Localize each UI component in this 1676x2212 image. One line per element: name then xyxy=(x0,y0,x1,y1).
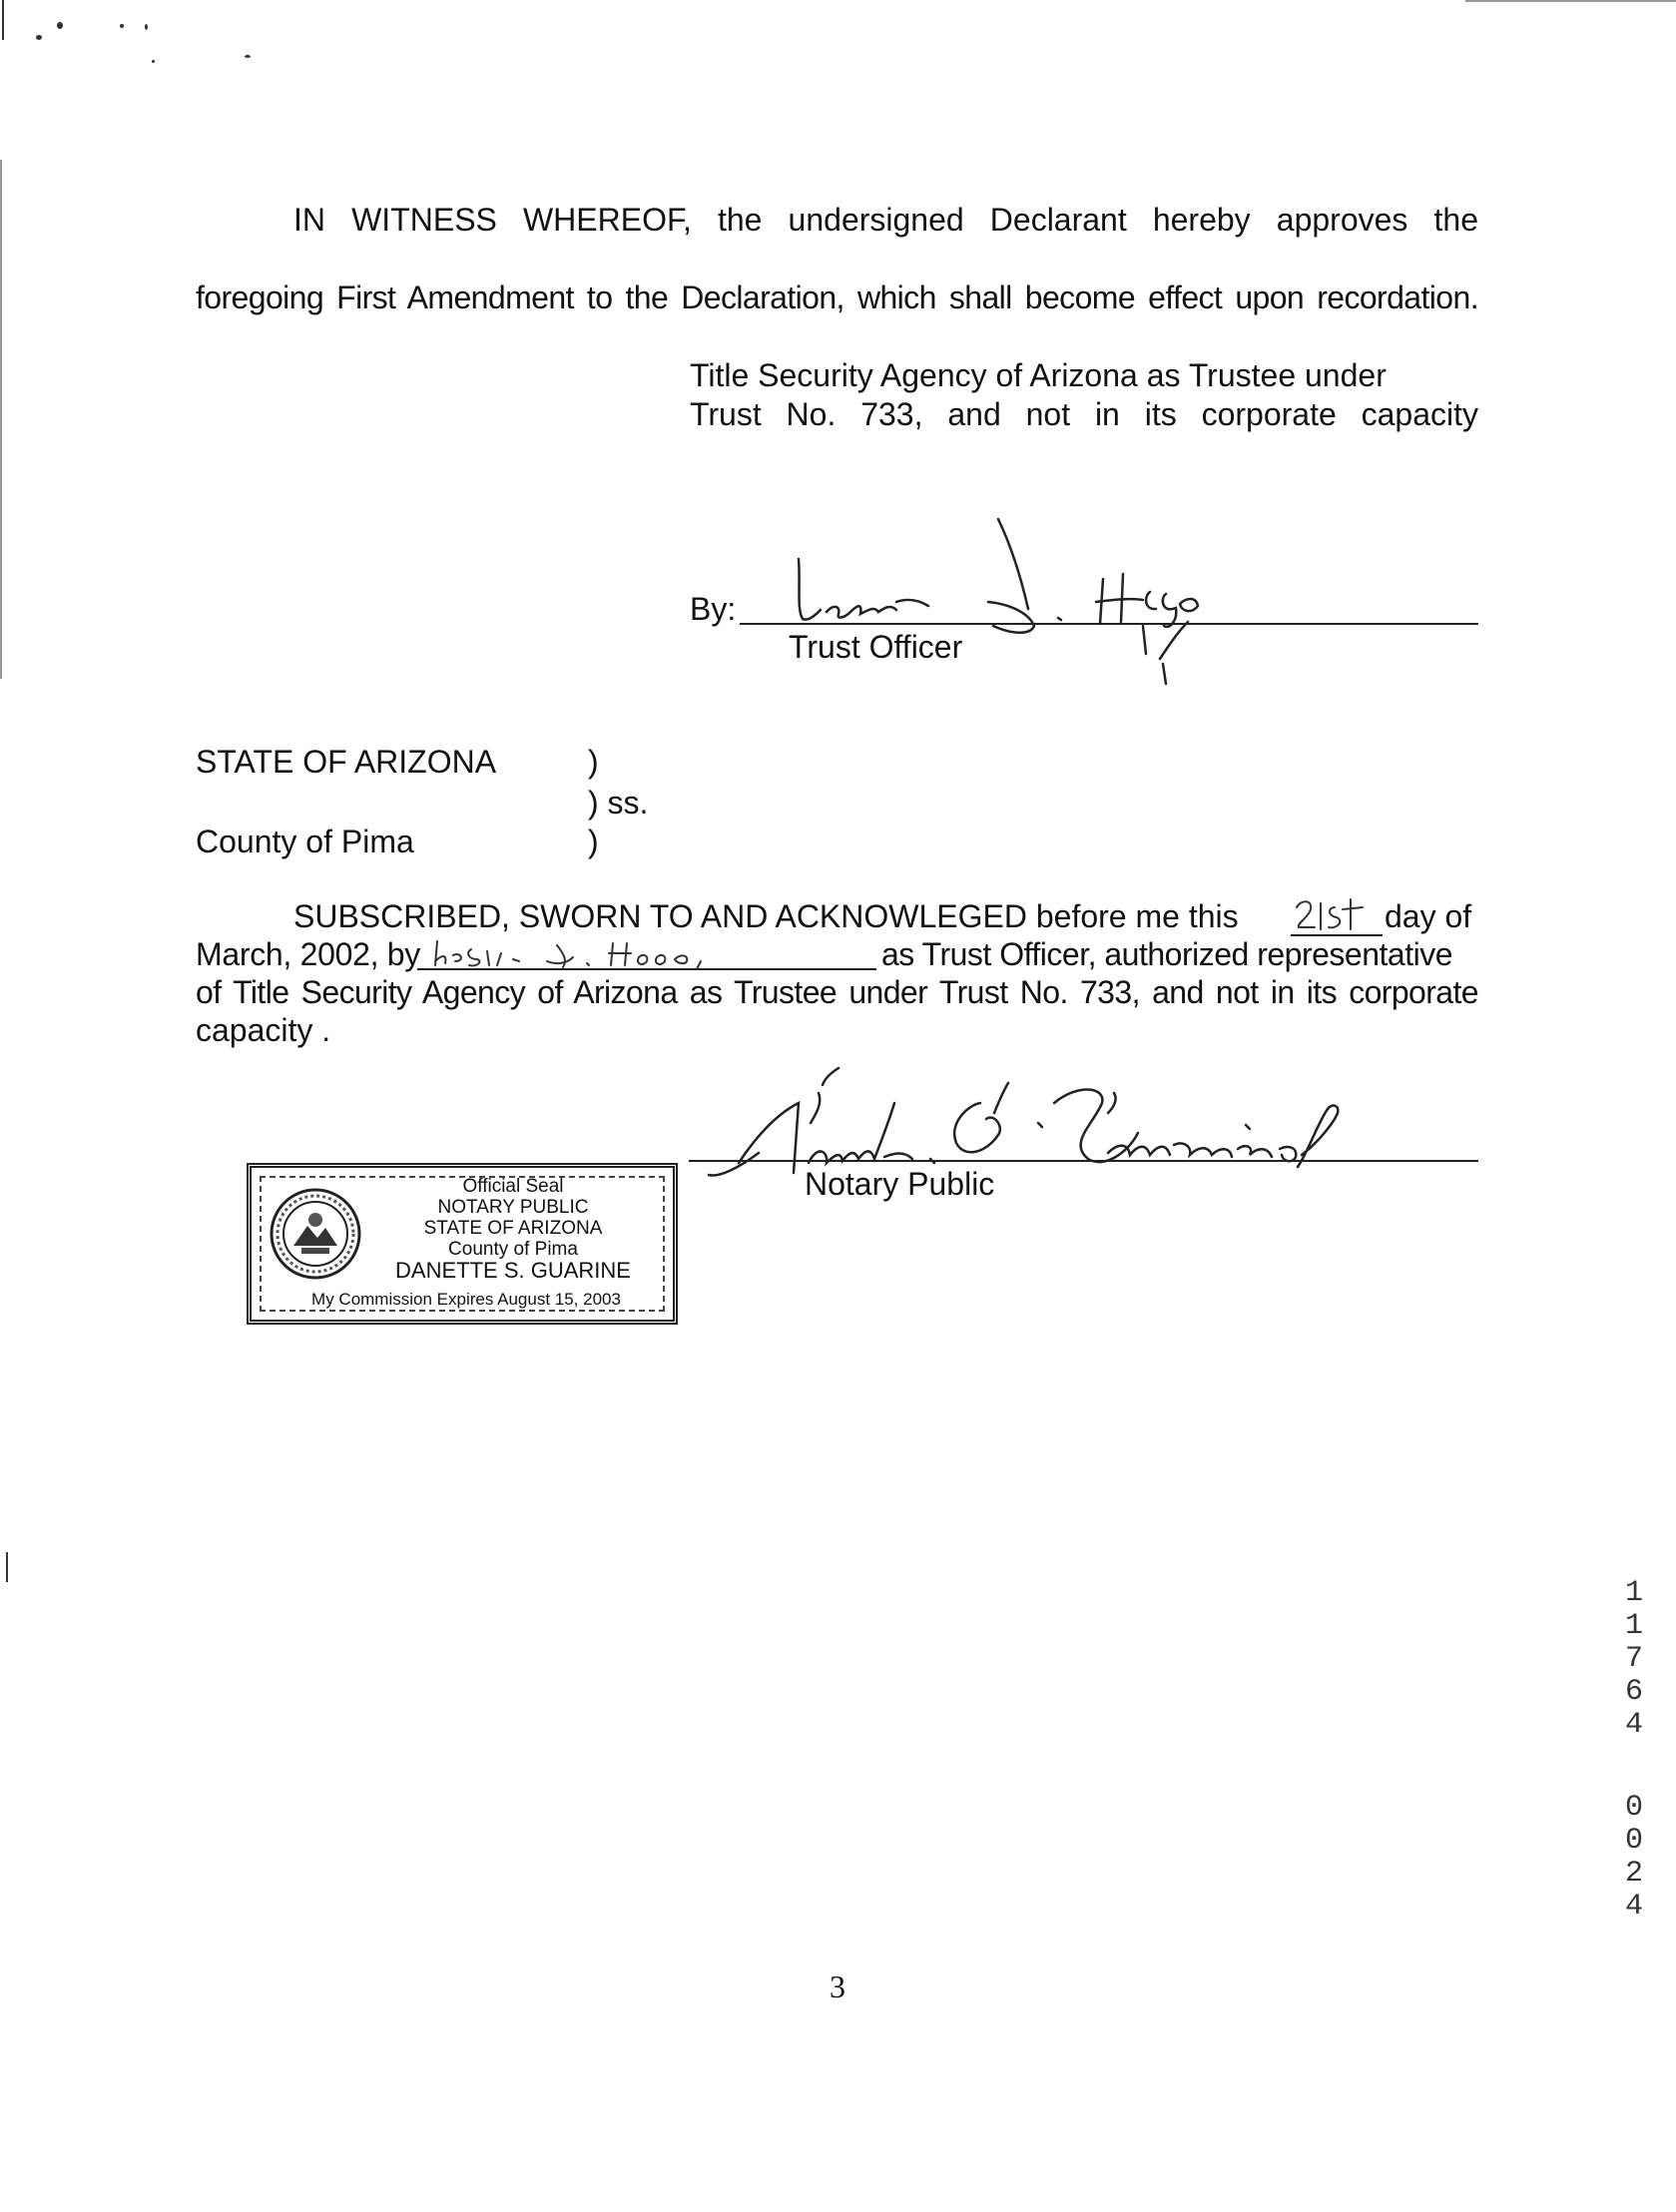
notary-signature-line xyxy=(689,1160,1478,1162)
side-code-gap xyxy=(1619,1742,1649,1792)
scan-speck xyxy=(57,22,63,29)
side-code-digit: 6 xyxy=(1624,1675,1643,1709)
page-number: 3 xyxy=(830,1968,845,2004)
trust-officer-signature xyxy=(779,514,1238,694)
side-code-digit: 4 xyxy=(1624,1708,1643,1742)
venue-paren-top: ) xyxy=(588,744,599,780)
notary-signature xyxy=(699,1063,1397,1183)
seal-line-notary: NOTARY PUBLIC xyxy=(437,1197,589,1218)
scan-speck xyxy=(6,1552,8,1582)
seal-line-county: County of Pima xyxy=(448,1239,578,1260)
side-code-digit: 7 xyxy=(1624,1642,1643,1676)
scan-speck xyxy=(36,35,42,40)
side-code-digit: 2 xyxy=(1624,1857,1643,1891)
handwritten-name xyxy=(417,931,876,975)
scan-speck xyxy=(120,24,124,28)
scan-edge-line xyxy=(1465,0,1676,2)
by-label: By: xyxy=(690,591,737,627)
side-code-digit: 0 xyxy=(1624,1791,1643,1825)
witness-line-2: foregoing First Amendment to the Declaration, which shall become effect upon recordation. xyxy=(196,279,1478,315)
notary-title: Notary Public xyxy=(805,1166,995,1202)
side-code-digit: 0 xyxy=(1624,1824,1643,1858)
venue-state: STATE OF ARIZONA xyxy=(196,744,497,780)
acknowledgment-line-1-end: day of xyxy=(1385,898,1472,934)
venue-county: County of Pima xyxy=(196,824,414,859)
notary-seal xyxy=(247,1163,678,1325)
arizona-state-seal-icon xyxy=(268,1186,363,1282)
handwritten-day xyxy=(1291,893,1383,939)
scan-speck xyxy=(245,55,251,58)
acknowledgment-line-2-end: as Trust Officer, authorized representative xyxy=(881,936,1452,972)
scan-speck xyxy=(2,0,4,40)
side-code-digit: 4 xyxy=(1624,1890,1643,1924)
scan-edge-line xyxy=(0,160,2,679)
venue-ss: ) ss. xyxy=(588,785,649,821)
side-code-digit: 1 xyxy=(1624,1609,1643,1643)
scan-speck xyxy=(145,24,148,30)
side-code-digit: 1 xyxy=(1624,1576,1643,1610)
witness-line-1: IN WITNESS WHEREOF, the undersigned Declarant hereby approves the xyxy=(293,202,1478,238)
trust-officer-title: Trust Officer xyxy=(789,629,963,665)
seal-line-official: Official Seal xyxy=(462,1176,564,1197)
acknowledgment-line-1-start: SUBSCRIBED, SWORN TO AND ACKNOWLEGED before me this xyxy=(293,898,1239,934)
acknowledgment-line-2-start: March, 2002, by xyxy=(196,936,420,972)
venue-paren-bottom: ) xyxy=(588,824,599,859)
scan-speck xyxy=(152,60,155,63)
acknowledgment-line-4: capacity . xyxy=(196,1012,331,1048)
trustee-line-1: Title Security Agency of Arizona as Trustee under xyxy=(690,357,1387,393)
side-recording-code xyxy=(1619,1577,1649,1924)
seal-text-block xyxy=(361,1176,665,1281)
seal-line-name: DANETTE S. GUARINE xyxy=(395,1258,631,1283)
seal-commission: My Commission Expires August 15, 2003 xyxy=(311,1290,621,1309)
seal-line-state: STATE OF ARIZONA xyxy=(423,1218,603,1239)
trustee-line-2: Trust No. 733, and not in its corporate capacity xyxy=(690,396,1478,432)
acknowledgment-line-3: of Title Security Agency of Arizona as Trustee under Trust No. 733, and not in its corporate xyxy=(196,974,1478,1010)
